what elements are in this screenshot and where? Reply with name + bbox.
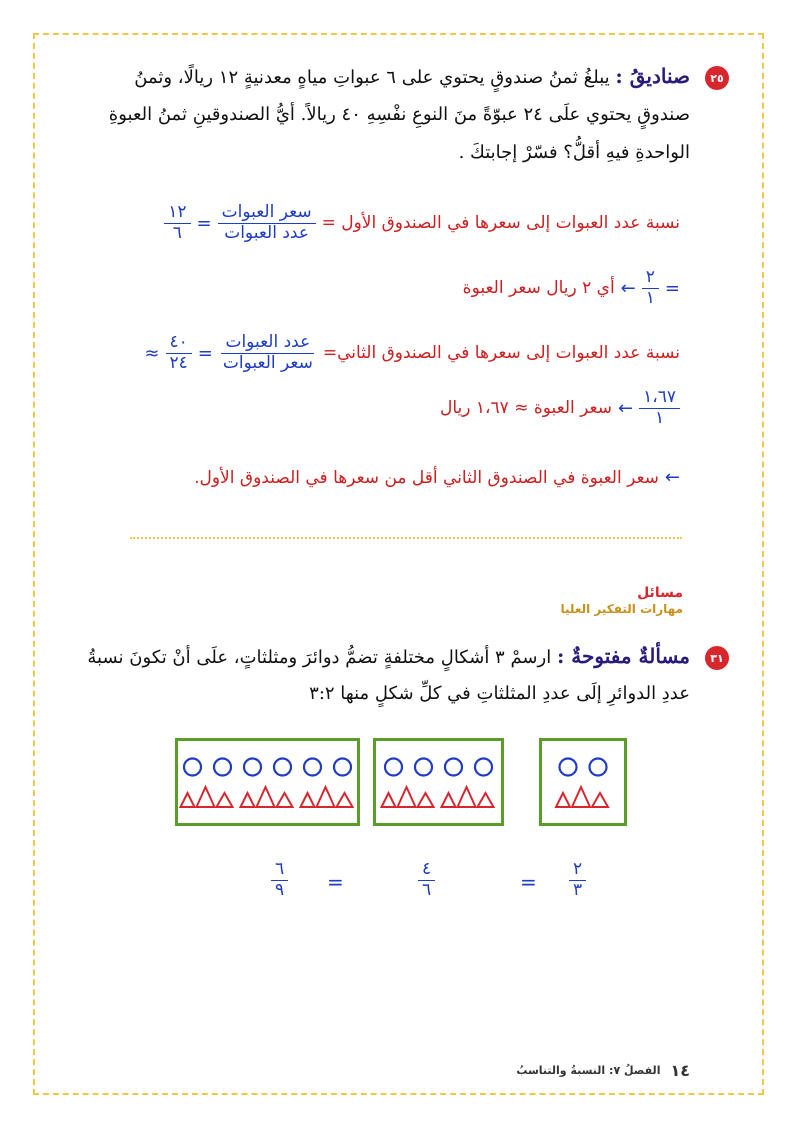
ratio-2-word-fraction — [219, 333, 317, 373]
triangle-shape — [458, 787, 476, 807]
triangle-shape — [277, 793, 293, 807]
ratio-1-value-fraction — [164, 203, 190, 243]
question-25-title: صناديقُ : — [615, 64, 690, 88]
question-25-number: ٢٥ — [710, 71, 724, 85]
triangle-shape — [217, 793, 233, 807]
left-arrow-icon: ← — [664, 467, 680, 488]
conclusion-text: سعر العبوة في الصندوق الثاني أقل من سعرها في الصندوق الأول. — [194, 467, 659, 488]
step-4-numerator: ١،٦٧ — [639, 388, 680, 409]
answer-step-4 — [440, 388, 680, 428]
triangle-shape — [197, 787, 215, 807]
triangle-shape — [418, 793, 434, 807]
question-25-line-2: صندوقٍ يحتوي علَى ٢٤ عبوّةً منَ النوعِ نفْسِهِ ٤٠ ريالاً. أيُّ الصندوقينِ ثمنُ العبوةِ — [108, 104, 690, 125]
triangle-shape — [572, 787, 590, 807]
shape-box-large — [175, 738, 360, 826]
fraction-4-6 — [418, 860, 435, 900]
fraction-2-3 — [569, 860, 586, 900]
ratio-2-value-fraction — [166, 333, 192, 373]
fraction-2-denominator: ٦ — [422, 879, 432, 900]
equals-sign: = — [664, 277, 680, 299]
triangle-shape — [556, 793, 570, 807]
ratio-2-word-numerator: عدد العبوات — [221, 333, 314, 354]
circle-shape — [385, 759, 402, 776]
shapes-drawing — [178, 741, 357, 823]
step-4-fraction — [639, 388, 680, 428]
circle-shape — [334, 759, 351, 776]
circle-shape — [214, 759, 231, 776]
triangle-shape — [241, 793, 255, 807]
step-2-denominator: ١ — [645, 287, 655, 308]
section-subtitle: مهارات التفكير العليا — [560, 602, 683, 616]
circle-shape — [304, 759, 321, 776]
triangle-shape — [181, 793, 195, 807]
circle-shape — [560, 759, 577, 776]
question-31-line-1 — [87, 644, 690, 668]
circle-shape — [590, 759, 607, 776]
section-title: مسائل — [637, 585, 683, 601]
triangle-shape — [337, 793, 353, 807]
answer-ratio-2 — [144, 333, 680, 373]
chapter-title: الفصلُ ٧: النسبةُ والتناسبُ — [516, 1064, 661, 1077]
fraction-1-denominator: ٩ — [275, 879, 285, 900]
question-31-line-2: عددِ الدوائرِ إلَى عددِ المثلثاتِ في كلِّ شكلٍ منها ٣:٢ — [309, 683, 690, 704]
equals-sign: = — [197, 342, 213, 364]
ratio-2-text: نسبة عدد العبوات إلى سعرها في الصندوق الثاني= — [322, 343, 680, 364]
answer-conclusion — [194, 467, 680, 488]
circle-shape — [475, 759, 492, 776]
dotted-separator — [130, 537, 682, 539]
triangle-shape — [317, 787, 335, 807]
fraction-2-numerator: ٤ — [418, 860, 435, 881]
circle-shape — [274, 759, 291, 776]
question-25-line-1 — [134, 64, 690, 88]
fraction-3-numerator: ٢ — [569, 860, 586, 881]
triangle-shape — [592, 793, 608, 807]
left-arrow-icon: ← — [618, 397, 634, 419]
ratio-1-word-fraction — [218, 203, 316, 243]
step-2-fraction — [642, 268, 659, 308]
approx-sign: ≈ — [144, 342, 160, 364]
fraction-1-numerator: ٦ — [271, 860, 288, 881]
question-31-badge — [705, 646, 729, 670]
ratio-1-text: نسبة عدد العبوات إلى سعرها في الصندوق الأول = — [321, 213, 680, 234]
circle-shape — [415, 759, 432, 776]
triangle-shape — [478, 793, 494, 807]
ratio-1-value-denominator: ٦ — [172, 222, 182, 243]
answer-ratio-1 — [164, 203, 680, 243]
ratio-2-word-denominator: سعر العبوات — [222, 352, 313, 373]
question-25-line-3: الواحدةِ فيهِ أقلُّ؟ فسّرْ إجابتكَ . — [458, 142, 690, 163]
triangle-shape — [382, 793, 396, 807]
page-border — [33, 33, 764, 1095]
step-2-text: أي ٢ ريال سعر العبوة — [462, 278, 615, 299]
triangle-shape — [398, 787, 416, 807]
shapes-drawing — [542, 741, 624, 823]
answer-step-2 — [463, 268, 680, 308]
ratio-1-word-numerator: سعر العبوات — [218, 203, 316, 224]
equals-sign: = — [327, 870, 344, 894]
triangle-shape — [301, 793, 315, 807]
equals-sign: = — [196, 212, 212, 234]
page-number: ١٤ — [670, 1061, 690, 1080]
shape-box-small — [539, 738, 627, 826]
question-31-title: مسألةٌ مفتوحةٌ : — [556, 644, 690, 668]
step-4-denominator: ١ — [654, 407, 665, 428]
equals-sign: = — [520, 870, 537, 894]
step-2-numerator: ٢ — [642, 268, 659, 289]
ratio-1-value-numerator: ١٢ — [164, 203, 190, 224]
fraction-3-denominator: ٣ — [573, 879, 583, 900]
left-arrow-icon: ← — [620, 277, 636, 299]
question-31-number: ٣١ — [710, 651, 724, 665]
ratio-2-value-denominator: ٢٤ — [169, 352, 188, 373]
circle-shape — [445, 759, 462, 776]
page-footer — [516, 1061, 690, 1080]
ratio-1-word-denominator: عدد العبوات — [224, 222, 309, 243]
triangle-shape — [442, 793, 456, 807]
circle-shape — [244, 759, 261, 776]
circle-shape — [184, 759, 201, 776]
ratio-2-value-numerator: ٤٠ — [166, 333, 192, 354]
question-25-text-1: يبلغُ ثمنُ صندوقٍ يحتوي على ٦ عبواتِ مياهٍ معدنيةٍ ١٢ ريالًا، وثمنُ — [134, 67, 610, 88]
shapes-drawing — [376, 741, 501, 823]
step-4-text: سعر العبوة ≈ ١،٦٧ ريال — [440, 398, 613, 419]
question-25-badge — [705, 66, 729, 90]
fraction-6-9 — [271, 860, 288, 900]
triangle-shape — [257, 787, 275, 807]
question-31-text-1: ارسمْ ٣ أشكالٍ مختلفةٍ تضمُّ دوائرَ ومثلثاتٍ، علَى أنْ تكونَ نسبةُ — [87, 647, 552, 668]
shape-box-medium — [373, 738, 504, 826]
